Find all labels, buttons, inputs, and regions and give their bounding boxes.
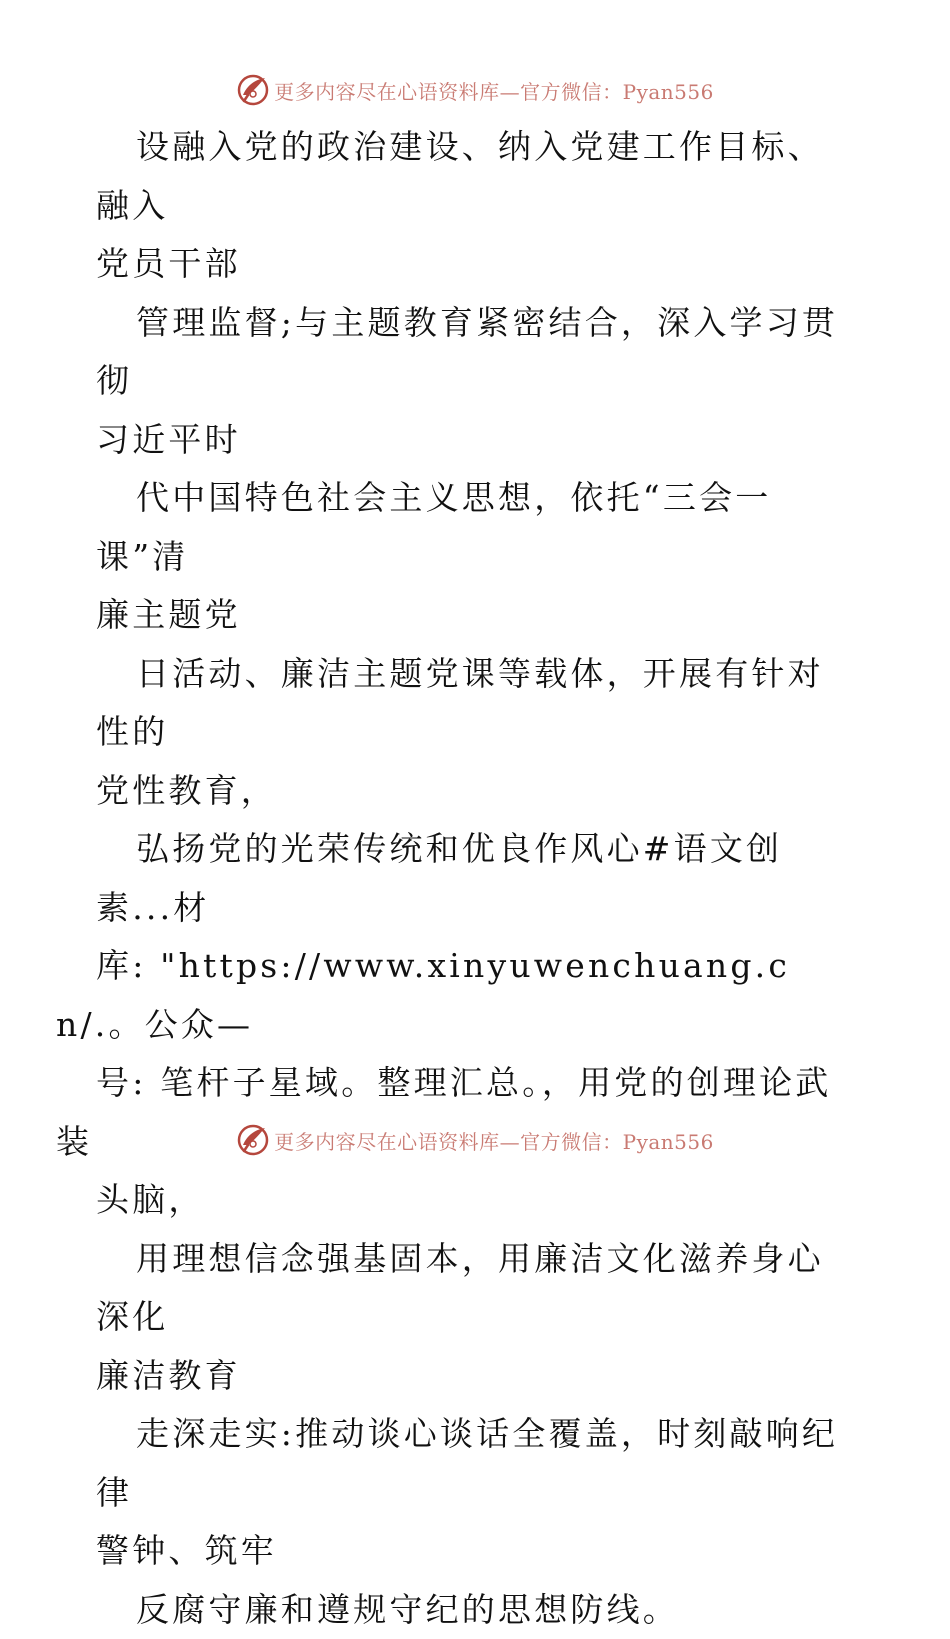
paragraph xyxy=(96,469,856,645)
text-line: 廉洁教育 xyxy=(56,1347,856,1406)
text-line: 头脑， xyxy=(56,1171,856,1230)
paragraph xyxy=(96,294,856,470)
watermark-text: 更多内容尽在心语资料库—官方微信：Pyan556 xyxy=(274,76,714,105)
text-line: 反腐守廉和遵规守纪的思想防线。 xyxy=(96,1581,856,1639)
paragraph xyxy=(96,1581,856,1639)
header-watermark-banner xyxy=(0,70,950,110)
quill-pen-logo-icon xyxy=(236,73,270,107)
text-line: 习近平时 xyxy=(56,411,856,470)
quill-pen-logo-icon xyxy=(236,1123,270,1157)
text-line: 代中国特色社会主义思想，依托“三会一课”清 xyxy=(96,469,856,586)
text-line: 走深走实:推动谈心谈话全覆盖，时刻敲响纪律 xyxy=(96,1405,856,1522)
text-line: 党性教育， xyxy=(56,762,856,821)
text-line: 用理想信念强基固本，用廉洁文化滋养身心深化 xyxy=(96,1230,856,1347)
paragraph xyxy=(96,820,856,1230)
paragraph xyxy=(96,118,856,294)
document-body xyxy=(96,118,856,1639)
text-line: 廉主题党 xyxy=(56,586,856,645)
paragraph xyxy=(96,1405,856,1581)
text-line: 党员干部 xyxy=(56,235,856,294)
text-line: 日活动、廉洁主题党课等载体，开展有针对性的 xyxy=(96,645,856,762)
text-line: 设融入党的政治建设、纳入党建工作目标、融入 xyxy=(96,118,856,235)
paragraph xyxy=(96,1230,856,1406)
text-line: 库: "https://www.xinyuwenchuang.cn/.。公众— xyxy=(56,937,856,1054)
text-line: 警钟、筑牢 xyxy=(56,1522,856,1581)
text-line: 弘扬党的光荣传统和优良作风心#语文创素...材 xyxy=(96,820,856,937)
footer-watermark-banner xyxy=(0,1120,950,1160)
watermark-text: 更多内容尽在心语资料库—官方微信：Pyan556 xyxy=(274,1126,714,1155)
text-line: 管理监督;与主题教育紧密结合，深入学习贯彻 xyxy=(96,294,856,411)
text-line: 号: 笔杆子星域。整理汇总。，用党的创理论武装 xyxy=(56,1054,856,1171)
paragraph xyxy=(96,645,856,821)
